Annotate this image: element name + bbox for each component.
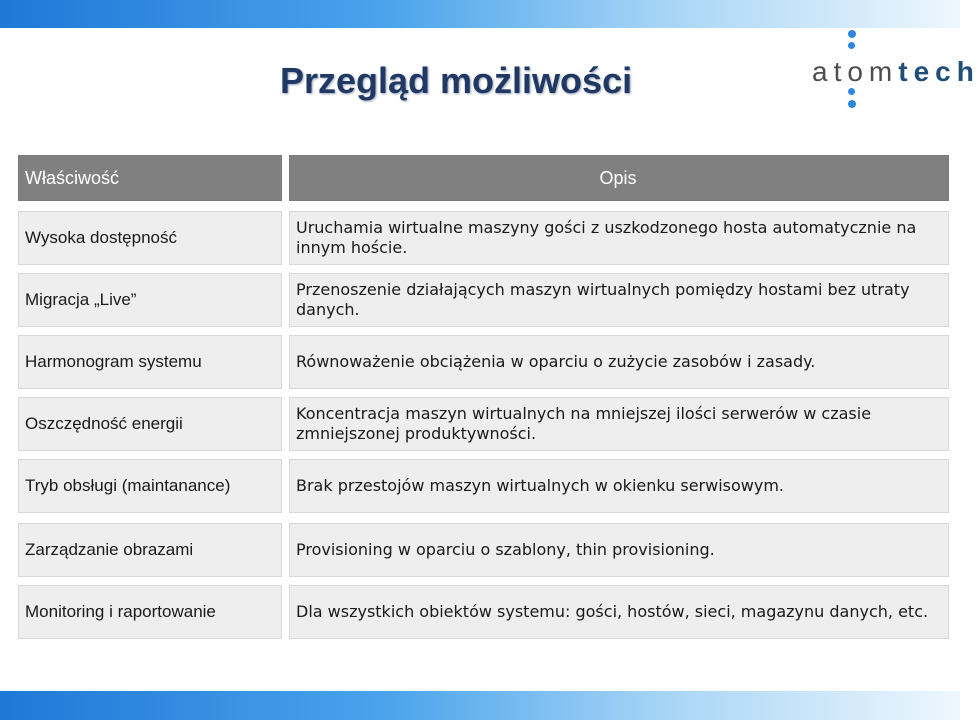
table-row-property bbox=[18, 585, 282, 639]
logo-wordmark bbox=[812, 56, 980, 88]
description-text: Koncentracja maszyn wirtualnych na mniejszej ilości serwerów w czasie zmniejszonej produktywności. bbox=[296, 404, 872, 443]
description-text: Dla wszystkich obiektów systemu: gości, hostów, sieci, magazynu danych, etc. bbox=[296, 602, 929, 621]
logo-dot bbox=[848, 42, 855, 49]
property-label: Monitoring i raportowanie bbox=[25, 602, 216, 621]
property-label: Zarządzanie obrazami bbox=[25, 540, 194, 559]
bottom-decorative-bar bbox=[0, 691, 960, 720]
table-row-property bbox=[18, 273, 282, 327]
slide-title: Przegląd możliwości bbox=[280, 60, 633, 101]
top-decorative-bar bbox=[0, 0, 960, 28]
property-label: Tryb obsługi (maintanance) bbox=[25, 476, 231, 495]
logo-dot bbox=[848, 88, 855, 95]
table-row-description bbox=[289, 335, 949, 389]
description-text: Uruchamia wirtualne maszyny gości z uszkodzonego hosta automatycznie na innym hoście. bbox=[296, 218, 917, 257]
header-property bbox=[18, 155, 282, 201]
property-label: Migracja „Live” bbox=[25, 290, 137, 309]
description-text: Równoważenie obciążenia w oparciu o zużycie zasobów i zasady. bbox=[296, 352, 816, 371]
logo-text-light: atom bbox=[812, 56, 899, 87]
table-row-property bbox=[18, 397, 282, 451]
header-description bbox=[289, 155, 949, 201]
table-row-description bbox=[289, 459, 949, 513]
description-text: Provisioning w oparciu o szablony, thin provisioning. bbox=[296, 540, 715, 559]
logo-dot bbox=[848, 100, 856, 108]
atomtech-logo bbox=[800, 30, 980, 110]
logo-dot bbox=[848, 30, 856, 38]
header-description-label: Opis bbox=[599, 168, 637, 188]
property-label: Harmonogram systemu bbox=[25, 352, 202, 371]
table-row-description bbox=[289, 523, 949, 577]
header-property-label: Właściwość bbox=[25, 167, 120, 188]
logo-text-bold: tech bbox=[898, 56, 980, 87]
table-row-description bbox=[289, 585, 949, 639]
table-row-property bbox=[18, 459, 282, 513]
table-row-description bbox=[289, 397, 949, 451]
table-row-property bbox=[18, 211, 282, 265]
table-row-property bbox=[18, 523, 282, 577]
table-row-description bbox=[289, 273, 949, 327]
property-label: Wysoka dostępność bbox=[25, 228, 177, 247]
table-row-property bbox=[18, 335, 282, 389]
table-row-description bbox=[289, 211, 949, 265]
description-text: Brak przestojów maszyn wirtualnych w okienku serwisowym. bbox=[296, 476, 785, 495]
description-text: Przenoszenie działających maszyn wirtualnych pomiędzy hostami bez utraty danych. bbox=[296, 280, 910, 319]
property-label: Oszczędność energii bbox=[25, 414, 183, 433]
